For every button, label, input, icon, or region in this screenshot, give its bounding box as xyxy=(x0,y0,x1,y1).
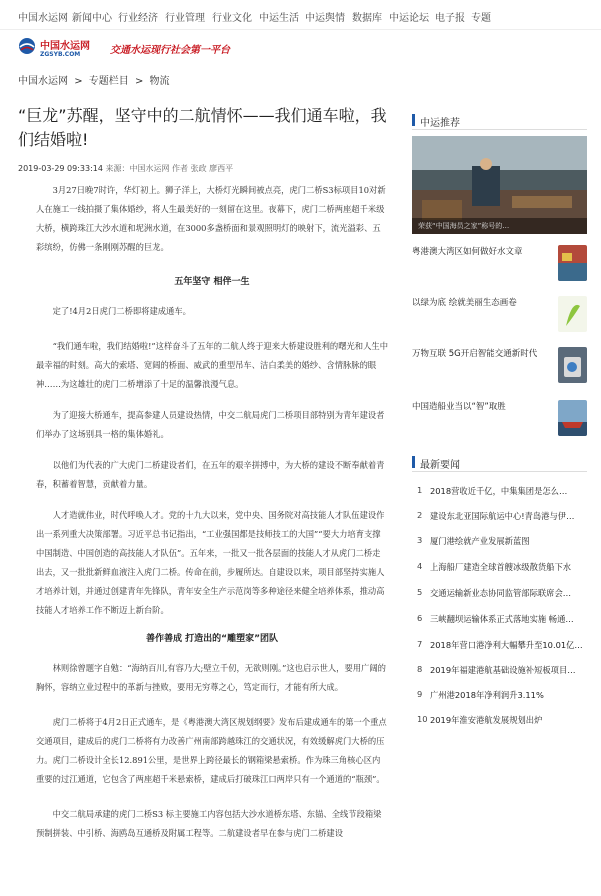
article-paragraph: 以他们为代表的广大虎门二桥建设者们，在五年的艰辛拼搏中，为大桥的建设不断奉献着青春，积蓄着智慧，贡献着力量。 xyxy=(36,460,385,489)
news-rank: 9 xyxy=(417,689,423,699)
site-logo-domain: ZGSYB.COM xyxy=(40,51,81,58)
top-nav xyxy=(0,0,601,30)
nav-topics[interactable]: 专题 xyxy=(471,13,491,24)
news-rank: 4 xyxy=(417,561,423,571)
news-title[interactable]: 上海船厂建造全球首艘冰级散货船下水 xyxy=(430,562,572,572)
news-title[interactable]: 2018年营口港净利大幅攀升至10.01亿… xyxy=(430,640,583,650)
nav-industry-culture[interactable]: 行业文化 xyxy=(212,13,252,24)
article-source: 来源：中国水运网 作者 张政 廖西平 xyxy=(105,164,234,173)
nav-forum[interactable]: 中运论坛 xyxy=(389,13,429,24)
news-title[interactable]: 三峡翻坝运输体系正式落地实施 畅通… xyxy=(430,614,574,624)
article-paragraph: “我们通车啦，我们结婚啦!”这样奋斗了五年的二航人终于迎来大桥建设胜利的曙光和人生中最幸福的时刻。高大的索塔、宽阔的桥面、威武的重型吊车、洁白柔美的婚纱、含情脉脉的眼神……为这雄壮的虎门二桥增添了十足的温馨浪漫气息。 xyxy=(36,341,388,389)
article-title: “巨龙”苏醒，坚守中的二航情怀——我们通车啦，我们结婚啦! xyxy=(18,106,387,149)
article-paragraph: 中交二航局承建的虎门二桥S3 标主要施工内容包括大沙水道桥东塔、东锚、全线节段箱梁预制拼装、中引桥、海鸥岛互通桥及附属工程等。二航建设者早在参与虎门二桥建设 xyxy=(36,809,382,838)
breadcrumb-logistics[interactable]: 物流 xyxy=(149,76,170,87)
nav-industry-economy[interactable]: 行业经济 xyxy=(118,13,158,24)
news-title[interactable]: 建设东北亚国际航运中心!青岛港与伊… xyxy=(430,511,575,521)
recommend-item[interactable] xyxy=(412,245,587,285)
news-rank: 3 xyxy=(417,535,423,545)
article-subheading: 五年坚守 相伴一生 xyxy=(174,277,250,287)
news-title[interactable]: 厦门港绘就产业发展新蓝图 xyxy=(430,536,530,546)
recommend-item-thumbnail[interactable] xyxy=(558,347,587,383)
news-rank: 5 xyxy=(417,587,423,597)
nav-life[interactable]: 中运生活 xyxy=(259,13,299,24)
latest-news-item[interactable] xyxy=(412,585,587,601)
nav-public-opinion[interactable]: 中运舆情 xyxy=(305,13,345,24)
hero-caption[interactable]: 荣获“中国海员之家”称号的… xyxy=(412,218,587,234)
news-title[interactable]: 交通运输新业态协同监管部际联席会… xyxy=(430,588,572,598)
breadcrumb-topics[interactable]: 专题栏目 xyxy=(88,76,129,87)
news-rank: 8 xyxy=(417,664,423,674)
news-rank: 1 xyxy=(417,485,423,495)
news-rank: 10 xyxy=(417,714,428,724)
latest-news-item[interactable] xyxy=(412,483,587,499)
recommend-item[interactable] xyxy=(412,400,587,440)
latest-news-section-title: 最新要闻 xyxy=(420,460,460,471)
article-paragraph: 定了!4月2日虎门二桥即将建成通车。 xyxy=(52,306,191,316)
site-slogan: 交通水运现行社会第一平台 xyxy=(110,45,230,56)
article-paragraph: 人才造就伟业，时代呼唤人才。党的十九大以来，党中央、国务院对高技能人才队伍建设作出一系列重大决策部署。习近平总书记指出，“工业强国都是技师技工的大国”“要大力培育支撑中国制造、中国创造的高技能人才队伍”。五年来，一批又一批各层面的技能人才从虎门二桥走出去，又一批批新鲜血液注入虎门二桥。传命在前，步履所达。自建设以来，项目部坚持实施人才培养计划，并通过创建青年先锋队，青年安全生产示范岗等多种途径来健全培养体系，推动高技能人才培养工作不断迈上新台阶。 xyxy=(36,510,385,615)
recommend-item-title[interactable]: 粤港澳大湾区如何做好水文章 xyxy=(412,247,523,257)
recommend-item-thumbnail[interactable] xyxy=(558,245,587,281)
recommend-item[interactable] xyxy=(412,347,587,387)
article-subheading: 善作善成 打造出的“雕塑家”团队 xyxy=(146,634,278,644)
latest-news-item[interactable] xyxy=(412,508,587,524)
breadcrumb-separator: > xyxy=(74,76,83,87)
recommend-item-thumbnail[interactable] xyxy=(558,400,587,436)
breadcrumb-separator: > xyxy=(134,76,144,87)
logo-row xyxy=(0,34,601,64)
news-title[interactable]: 2019年淮安港航发展规划出炉 xyxy=(430,715,543,725)
news-rank: 6 xyxy=(417,613,423,623)
recommend-section-header xyxy=(412,110,587,130)
nav-industry-management[interactable]: 行业管理 xyxy=(165,13,205,24)
breadcrumb xyxy=(18,72,173,87)
recommend-item-thumbnail[interactable] xyxy=(558,296,587,332)
article-body xyxy=(36,181,388,843)
recommend-item-title[interactable]: 中国造船业当以“智”取胜 xyxy=(412,402,506,412)
nav-home[interactable]: 中国水运网 xyxy=(18,13,68,24)
news-rank: 7 xyxy=(417,639,423,649)
section-accent-bar xyxy=(412,114,415,126)
recommend-item[interactable] xyxy=(412,296,587,336)
latest-news-item[interactable] xyxy=(412,712,587,728)
breadcrumb-home[interactable]: 中国水运网 xyxy=(18,76,68,87)
latest-news-item[interactable] xyxy=(412,611,587,627)
recommend-item-title[interactable]: 以绿为底 绘就美丽生态画卷 xyxy=(412,298,517,308)
recommend-hero-image[interactable] xyxy=(412,136,587,234)
article-paragraph: 为了迎接大桥通车，提高参建人员建设热情，中交二航局虎门二桥项目部特别为青年建设者们举办了这场别具一格的集体婚礼。 xyxy=(36,410,385,439)
latest-news-item[interactable] xyxy=(412,662,587,678)
section-accent-bar xyxy=(412,456,415,468)
nav-e-paper[interactable]: 电子报 xyxy=(435,13,465,24)
nav-database[interactable]: 数据库 xyxy=(352,13,382,24)
nav-news-center[interactable]: 新闻中心 xyxy=(72,13,112,24)
latest-news-item[interactable] xyxy=(412,559,587,575)
news-title[interactable]: 广州港2018年净利润升3.11% xyxy=(430,690,544,700)
latest-news-item[interactable] xyxy=(412,637,587,653)
article-paragraph: 林则徐曾题字自勉：“海纳百川,有容乃大;壁立千仞，无欲则刚。”这也启示世人，要用广阔的胸怀，容纳立业过程中的革新与挫败，要用无穷尊之心，笃定而行，才能有所大成。 xyxy=(36,663,386,692)
site-logo-icon[interactable] xyxy=(18,37,36,55)
recommend-item-title[interactable]: 万物互联 5G开启智能交通新时代 xyxy=(412,349,538,359)
news-title[interactable]: 2019年福建港航基础设施补短板项目… xyxy=(430,665,576,675)
news-title[interactable]: 2018营收近千亿，中集集团是怎么… xyxy=(430,486,568,496)
latest-news-item[interactable] xyxy=(412,533,587,549)
news-rank: 2 xyxy=(417,510,423,520)
site-logo-name[interactable]: 中国水运网 xyxy=(40,41,90,52)
article-paragraph: 3月27日晚7时许，华灯初上。狮子洋上，大桥灯光瞬间被点亮，虎门二桥S3标项目10对新人在施工一线拍摄了集体婚纱，将人生最美好的一刻留在这里。夜幕下，虎门二桥两座超千米级大桥，横跨珠江大沙水道和坭洲水道，在3000多盏桥面和景观照明灯的映射下，流光溢彩、五彩缤纷，仿佛一条刚刚苏醒的巨龙。 xyxy=(36,185,386,252)
latest-news-section-header xyxy=(412,452,587,472)
article-meta xyxy=(18,163,233,174)
article-paragraph: 虎门二桥将于4月2日正式通车，是《粤港澳大湾区规划纲要》发布后建成通车的第一个重点交通项目，建成后的虎门二桥将有力改善广州南部跨越珠江的交通状况，有效缓解虎门大桥的压力。虎门二桥设计全长12.891公里，是世界上跨径最长的钢箱梁悬索桥。作为珠三角核心区内重要的过江通道，它包含了两座超千米悬索桥，建成后打破珠江口两岸只有一个通道的“瓶颈”。 xyxy=(36,717,387,784)
latest-news-item[interactable] xyxy=(412,687,587,703)
article-date: 2019-03-29 09:33:14 xyxy=(18,164,103,173)
recommend-section-title: 中运推荐 xyxy=(420,118,460,129)
